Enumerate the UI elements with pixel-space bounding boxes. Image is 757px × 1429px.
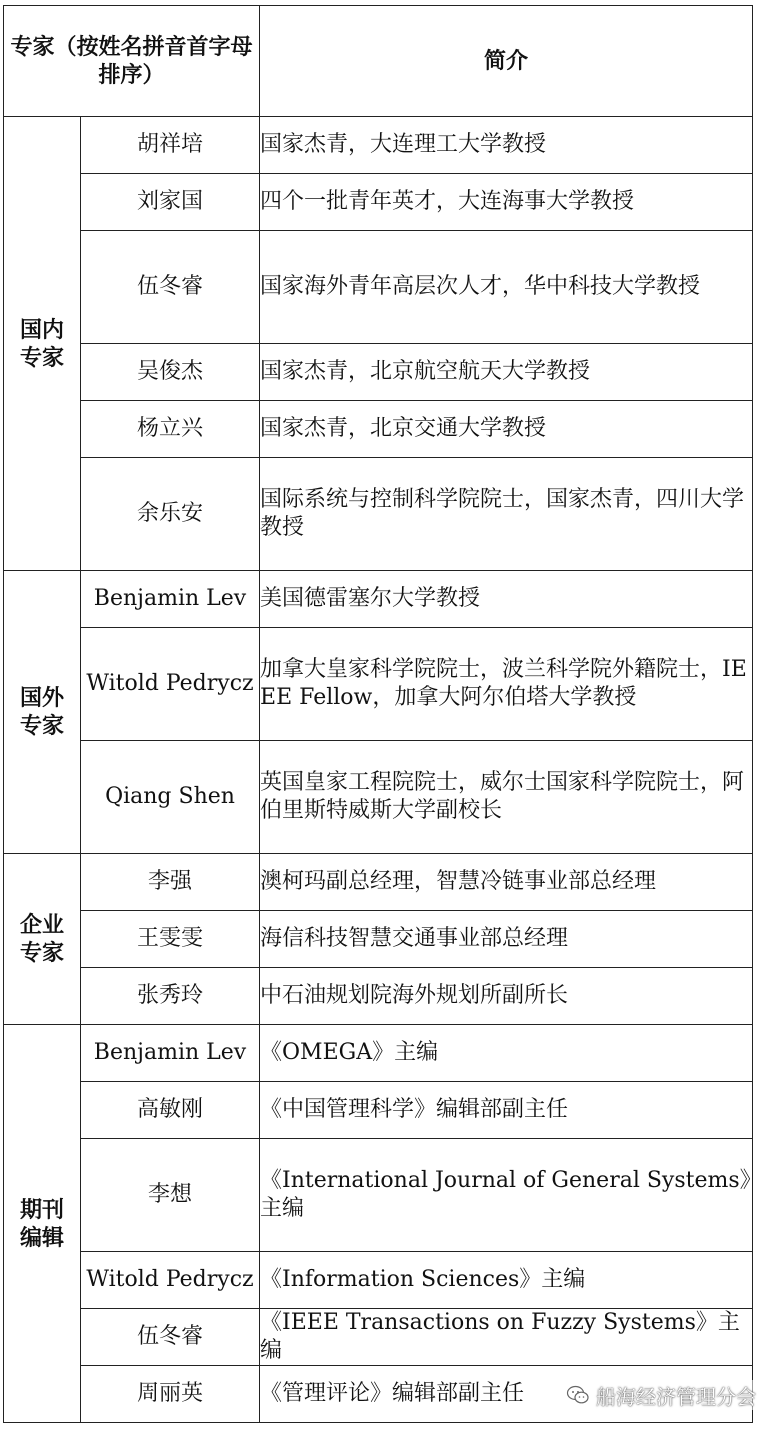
expert-name: 周丽英 [81, 1366, 260, 1423]
table-row [4, 1252, 753, 1309]
expert-description: 《International Journal of General Systems》主编 [260, 1139, 753, 1252]
expert-table [3, 5, 753, 1423]
expert-description: 澳柯玛副总经理，智慧冷链事业部总经理 [260, 854, 753, 911]
expert-description: 英国皇家工程院院士，威尔士国家科学院院士，阿伯里斯特威斯大学副校长 [260, 741, 753, 854]
wechat-icon [566, 1383, 590, 1407]
watermark [564, 1380, 757, 1410]
group-label-cell [4, 854, 81, 1025]
header-expert: 专家（按姓名拼音首字母排序） [4, 6, 260, 117]
table-row [4, 344, 753, 401]
expert-description: 国家海外青年高层次人才，华中科技大学教授 [260, 231, 753, 344]
expert-name: 刘家国 [81, 174, 260, 231]
expert-description: 《管理评论》编辑部副主任 [260, 1366, 753, 1423]
expert-description: 《IEEE Transactions on Fuzzy Systems》主编 [260, 1309, 753, 1366]
table-row [4, 401, 753, 458]
expert-description: 加拿大皇家科学院院士，波兰科学院外籍院士，IEEE Fellow，加拿大阿尔伯塔大学教授 [260, 628, 753, 741]
expert-name: 高敏刚 [81, 1082, 260, 1139]
header-intro: 简介 [260, 6, 753, 117]
expert-name: 伍冬睿 [81, 231, 260, 344]
expert-name: Witold Pedrycz [81, 628, 260, 741]
table-row [4, 1309, 753, 1366]
expert-name: 余乐安 [81, 458, 260, 571]
table-body [4, 117, 753, 1423]
expert-description: 美国德雷塞尔大学教授 [260, 571, 753, 628]
expert-description: 四个一批青年英才，大连海事大学教授 [260, 174, 753, 231]
table-row [4, 1082, 753, 1139]
table-row [4, 854, 753, 911]
table-row [4, 174, 753, 231]
expert-description: 国家杰青，北京交通大学教授 [260, 401, 753, 458]
expert-name: Benjamin Lev [81, 571, 260, 628]
expert-name: Qiang Shen [81, 741, 260, 854]
table-header-row [4, 6, 753, 117]
expert-description: 《OMEGA》主编 [260, 1025, 753, 1082]
group-label: 期刊编辑 [19, 1196, 64, 1251]
expert-description: 《Information Sciences》主编 [260, 1252, 753, 1309]
table-row [4, 1025, 753, 1082]
expert-name: 吴俊杰 [81, 344, 260, 401]
group-label-cell [4, 1025, 81, 1423]
expert-description: 《中国管理科学》编辑部副主任 [260, 1082, 753, 1139]
expert-description: 中石油规划院海外规划所副所长 [260, 968, 753, 1025]
expert-name: Witold Pedrycz [81, 1252, 260, 1309]
expert-description: 海信科技智慧交通事业部总经理 [260, 911, 753, 968]
expert-name: 伍冬睿 [81, 1309, 260, 1366]
expert-name: 李想 [81, 1139, 260, 1252]
table-row [4, 911, 753, 968]
table-row [4, 628, 753, 741]
group-label-cell [4, 117, 81, 571]
table-row [4, 117, 753, 174]
expert-name: 杨立兴 [81, 401, 260, 458]
table-row [4, 458, 753, 571]
table-row [4, 968, 753, 1025]
expert-description: 国家杰青，大连理工大学教授 [260, 117, 753, 174]
expert-description: 国家杰青，北京航空航天大学教授 [260, 344, 753, 401]
group-label: 企业专家 [19, 912, 64, 966]
expert-name: 李强 [81, 854, 260, 911]
group-label: 国外专家 [19, 685, 64, 739]
expert-name: 胡祥培 [81, 117, 260, 174]
expert-name: 王雯雯 [81, 911, 260, 968]
expert-name: 张秀玲 [81, 968, 260, 1025]
table-row [4, 571, 753, 628]
expert-name: Benjamin Lev [81, 1025, 260, 1082]
watermark-text: 船海经济管理分会 [596, 1384, 756, 1409]
table-row [4, 741, 753, 854]
table-row [4, 1139, 753, 1252]
group-label: 国内专家 [19, 316, 64, 371]
table-row [4, 231, 753, 344]
expert-description: 国际系统与控制科学院院士，国家杰青，四川大学教授 [260, 458, 753, 571]
group-label-cell [4, 571, 81, 854]
